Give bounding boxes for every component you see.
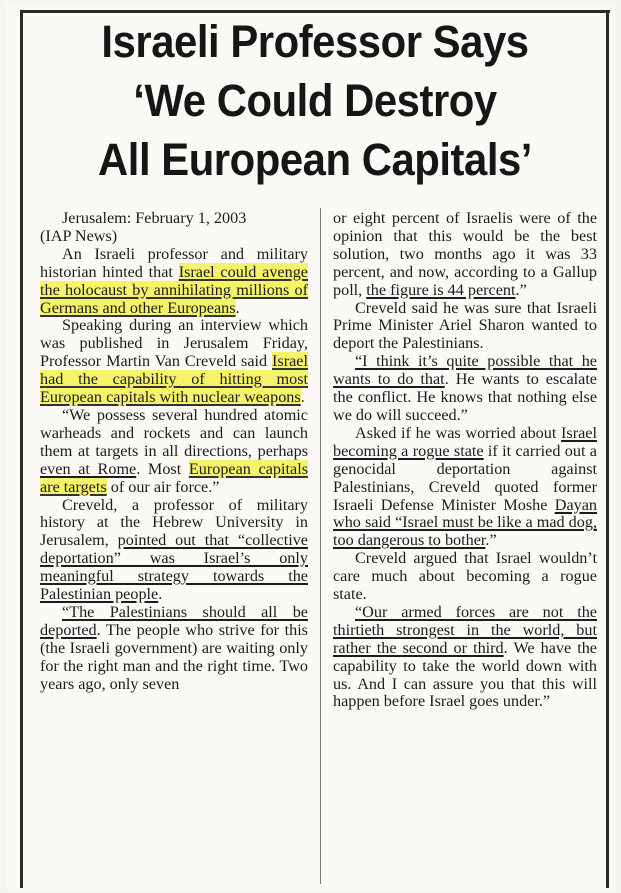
paragraph-4-text: Creveld, a professor of military history at the Hebrew University in Jerusalem,: [40, 495, 308, 550]
paragraph-8-text: . He wants to escalate the conflict. He knows that nothing else we do will succeed.”: [333, 370, 597, 424]
news-source: (IAP News): [40, 226, 118, 245]
paragraph-6-text: or eight percent of Israelis were of the opinion that this would be the best solution, two months ago it was 33 percent, and now, according to a Gallup poll,: [333, 209, 597, 299]
paragraph-4-end: .: [158, 585, 163, 604]
underlined-text: pointed out that “collective deportation” was Israel’s only meaningful strategy towards the Palestinian people: [40, 531, 308, 604]
headline: [50, 12, 580, 189]
headline-line-1: Israeli Professor Says: [101, 16, 529, 67]
paragraph-6-end: .”: [515, 280, 527, 299]
underlined-text: the figure is 44 percent: [366, 280, 516, 299]
underlined-text: “Our armed forces are not the thirtieth strongest in the world, but rather the second or third: [333, 602, 597, 657]
paragraph-3: [40, 407, 308, 497]
paragraph-5-text: . The people who strive for this (the Israeli government) are waiting only for the right man and the right time. Two years ago, only seven: [40, 620, 308, 693]
underlined-text: Dayan who said “Israel must be like a mad dog, too dangerous to bother: [333, 495, 597, 550]
headline-line-2: ‘We Could Destroy: [133, 75, 497, 126]
paragraph-11-text: . We have the capability to take the world down with us. And I can assure you that this will happen before Israel goes under.”: [333, 638, 597, 711]
paragraph-5: [40, 604, 308, 694]
paragraph-8: [333, 353, 597, 425]
paragraph-2-end: .: [300, 388, 305, 407]
article-column-right: [333, 210, 597, 711]
paragraph-9: [333, 425, 597, 550]
paragraph-1-end: .: [235, 298, 240, 317]
paragraph-6: [333, 210, 597, 300]
clipping-border-right: [606, 10, 609, 888]
highlighted-text: European capitals are targets: [40, 459, 308, 496]
paragraph-3-text-b: . Most: [136, 459, 189, 478]
paragraph-10: Creveld argued that Israel wouldn’t care much about becoming a rogue state.: [333, 549, 597, 604]
paragraph-3-text-c: of our air force.”: [106, 477, 220, 496]
clipping-border-left: [20, 10, 23, 888]
headline-line-3: All European Capitals’: [98, 134, 532, 185]
dateline: Jerusalem: February 1, 2003: [62, 209, 247, 227]
highlighted-text: Israel had the capability of hitting most European capitals with nuclear weapons: [40, 352, 308, 407]
paragraph-3-text: “We possess several hundred atomic warheads and rockets and can launch them at targets in all directions, perhaps: [40, 405, 308, 460]
underlined-text: “I think it’s quite possible that he wants to do that: [333, 352, 597, 389]
paragraph-1-text: An Israeli professor and military historian hinted that: [40, 244, 308, 281]
paragraph-9-text: Asked if he was worried about: [355, 423, 562, 442]
paragraph-11: [333, 604, 597, 711]
underlined-text: “The Palestinians should all be deported: [40, 602, 308, 639]
underlined-text: Israel becoming a rogue state: [333, 423, 597, 460]
paragraph-9-end: .”: [485, 531, 497, 550]
highlighted-text: Israel could avenge the holocaust by annihilating millions of Germans and other Europeans: [40, 262, 308, 317]
article-column-left: [40, 210, 308, 693]
paragraph-1: [40, 246, 308, 318]
paragraph-4: [40, 497, 308, 604]
underlined-text: even at Rome: [40, 459, 137, 478]
paragraph-2-text: Speaking during an interview which was published in Jerusalem Friday, Professor Martin Van Creveld said: [40, 316, 308, 371]
column-divider: [320, 208, 321, 884]
paragraph-2: [40, 317, 308, 407]
paragraph-7: Creveld said he was sure that Israeli Prime Minister Ariel Sharon wanted to deport the Palestinians.: [333, 298, 597, 353]
paragraph-9-text-b: if it carried out a genocidal deportation against Palestinians, Creveld quoted former Israeli Defense Minister Moshe: [333, 441, 597, 514]
